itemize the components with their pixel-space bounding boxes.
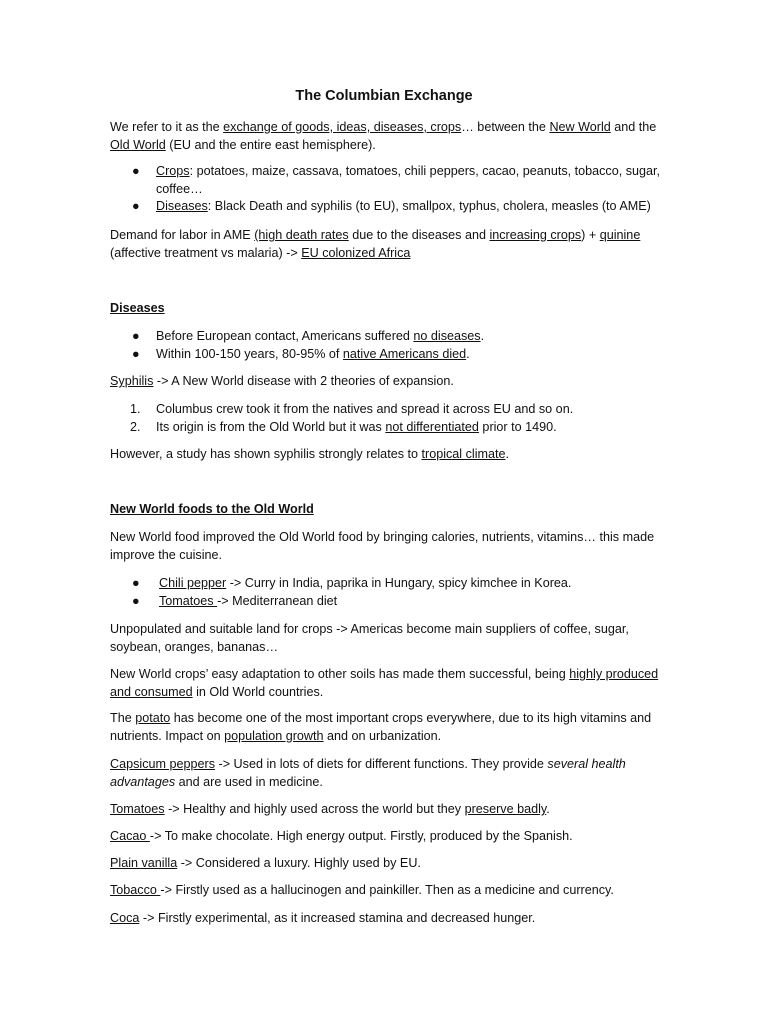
- text-run: -> Mediterranean diet: [217, 593, 338, 608]
- text-run: .: [505, 447, 509, 461]
- bullet-icon: ●: [132, 199, 140, 213]
- text-run: : potatoes, maize, cassava, tomatoes, chili peppers, cacao, peanuts, tobacco, sugar, coffee…: [156, 164, 661, 196]
- intro-bullet-list: [110, 163, 665, 216]
- underlined-term: potato: [135, 711, 171, 725]
- text-run: ) +: [581, 228, 600, 242]
- underlined-term: Cacao: [110, 829, 150, 843]
- vanilla-paragraph: [110, 855, 665, 873]
- text-run: (affective treatment vs malaria) ->: [110, 245, 302, 260]
- document-title: The Columbian Exchange: [295, 88, 473, 104]
- text-run: in Old World countries.: [192, 684, 324, 699]
- text-run: -> Considered a luxury. Highly used by EU.: [177, 856, 421, 870]
- text-run: .: [466, 346, 470, 361]
- tobacco-paragraph: [110, 882, 665, 900]
- bullet-icon: ●: [132, 576, 140, 590]
- bullet-icon: ●: [132, 329, 140, 343]
- list-item: [110, 198, 665, 216]
- labor-paragraph: [110, 227, 665, 262]
- underlined-term: Diseases: [156, 199, 208, 213]
- adaptation-paragraph: [110, 666, 665, 701]
- list-item: [110, 328, 665, 346]
- underlined-term: quinine: [599, 228, 641, 242]
- text-run: and on urbanization.: [323, 728, 442, 743]
- underlined-term: Chili pepper: [159, 576, 227, 590]
- list-item: [110, 401, 665, 419]
- underlined-term: Crops: [156, 164, 190, 178]
- underlined-term: Tomatoes: [110, 802, 165, 816]
- text-run: Demand for labor in AME: [110, 228, 255, 242]
- list-item: [110, 346, 665, 364]
- suppliers-paragraph: Unpopulated and suitable land for crops -> Americas become main suppliers of coffee, sugar, soybean, oranges, bananas…: [110, 622, 629, 654]
- bullet-icon: ●: [132, 164, 140, 178]
- theories-numbered-list: [110, 401, 665, 436]
- text-run: The: [110, 711, 136, 725]
- underlined-term: Plain vanilla: [110, 856, 178, 870]
- text-run: Within 100-150 years, 80-95% of: [156, 346, 343, 361]
- underlined-term: exchange of goods, ideas, diseases, crops: [223, 120, 462, 134]
- underlined-term: not differentiated: [385, 419, 479, 434]
- section-heading-diseases: Diseases: [110, 301, 165, 315]
- text-run: -> Firstly used as a hallucinogen and painkiller. Then as a medicine and currency.: [160, 883, 614, 897]
- underlined-term: Tomatoes: [159, 593, 218, 608]
- potato-paragraph: [110, 710, 665, 745]
- diseases-bullet-list: [110, 328, 665, 363]
- text-run: New World crops’ easy adaptation to other soils has made them successful, being: [110, 667, 570, 681]
- list-item: [110, 419, 665, 437]
- underlined-term: preserve badly: [464, 802, 547, 816]
- list-item: [110, 575, 665, 593]
- underlined-term: Tobacco: [110, 883, 161, 897]
- text-run: -> To make chocolate. High energy output. Firstly, produced by the Spanish.: [149, 829, 573, 843]
- text-run: -> Firstly experimental, as it increased stamina and decreased hunger.: [139, 911, 536, 925]
- study-paragraph: [110, 446, 665, 464]
- coca-paragraph: [110, 910, 665, 928]
- foods-intro-paragraph: New World food improved the Old World food by bringing calories, nutrients, vitamins… this made improve the cuisine.: [110, 530, 655, 562]
- cacao-paragraph: [110, 828, 665, 846]
- text-run: However, a study has shown syphilis strongly relates to: [110, 447, 422, 461]
- bullet-icon: ●: [132, 593, 140, 608]
- list-number: 1.: [130, 402, 141, 416]
- list-number: 2.: [130, 419, 141, 434]
- text-run: Its origin is from the Old World but it was: [156, 419, 386, 434]
- foods-bullet-list: [110, 575, 665, 610]
- text-run: Columbus crew took it from the natives and spread it across EU and so on.: [156, 402, 574, 416]
- text-run: and are used in medicine.: [175, 774, 323, 789]
- text-run: -> Healthy and highly used across the world but they: [164, 802, 465, 816]
- underlined-term: Capsicum peppers: [110, 757, 215, 771]
- underlined-term: increasing crops: [489, 228, 582, 242]
- text-run: .: [480, 329, 485, 343]
- capsicum-paragraph: [110, 756, 665, 791]
- text-run: : Black Death and syphilis (to EU), smallpox, typhus, cholera, measles (to AME): [207, 199, 651, 213]
- intro-paragraph: [110, 119, 665, 154]
- tomatoes-paragraph: [110, 801, 665, 819]
- text-run: .: [546, 802, 550, 816]
- underlined-term: highly produced and consumed: [110, 667, 659, 699]
- underlined-term: EU colonized Africa: [301, 245, 411, 260]
- bullet-icon: ●: [132, 346, 140, 361]
- text-run: We refer to it as the: [110, 120, 224, 134]
- underlined-term: Coca: [110, 911, 140, 925]
- text-run: and the: [610, 120, 657, 134]
- text-run: Before European contact, Americans suffered: [156, 329, 414, 343]
- list-item: [110, 593, 665, 611]
- text-run: -> Used in lots of diets for different functions. They provide: [215, 757, 548, 771]
- text-run: due to the diseases and: [348, 228, 490, 242]
- text-run: has become one of the most important crops everywhere, due to its high vitamins and nutrients. Impact on: [110, 711, 652, 743]
- text-run: (EU and the entire east hemisphere).: [165, 137, 376, 152]
- list-item: [110, 163, 665, 198]
- text-run: -> Curry in India, paprika in Hungary, spicy kimchee in Korea.: [226, 576, 572, 590]
- underlined-term: tropical climate: [421, 447, 506, 461]
- underlined-term: native Americans died: [342, 346, 467, 361]
- italic-term: several health advantages: [110, 757, 626, 789]
- underlined-term: no diseases: [413, 329, 481, 343]
- underlined-term: Syphilis: [110, 374, 154, 388]
- underlined-term: (high death rates: [254, 228, 349, 242]
- underlined-term: population growth: [224, 728, 324, 743]
- syphilis-paragraph: [110, 373, 665, 391]
- section-heading-foods: New World foods to the Old World: [110, 502, 314, 516]
- text-run: … between the: [461, 120, 550, 134]
- text-run: -> A New World disease with 2 theories of expansion.: [153, 374, 454, 388]
- underlined-term: Old World: [110, 137, 166, 152]
- text-run: prior to 1490.: [478, 419, 557, 434]
- underlined-term: New World: [549, 120, 611, 134]
